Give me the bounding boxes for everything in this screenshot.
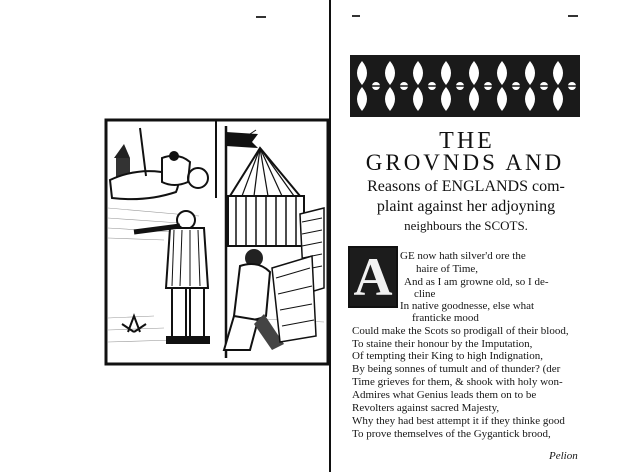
page-mark (256, 16, 266, 18)
title-grounds-and: GROVNDS AND (365, 150, 565, 175)
poem-line: Revolters against sacred Majesty, (352, 402, 500, 414)
poem-line: Time grieves for them, & shook with holy won- (352, 376, 563, 388)
poem-line: To staine their honour by the Imputation, (352, 338, 533, 350)
poem-line: And as I am growne old, so I de- (404, 276, 549, 288)
catchword: Pelion (549, 450, 578, 462)
poem-line: franticke mood (412, 312, 479, 324)
page-mark (352, 15, 360, 17)
poem-line: To prove themselves of the Gygantick brood, (352, 428, 551, 440)
drop-cap (348, 246, 398, 308)
drop-cap-letter: A (353, 247, 393, 307)
title-complaint: plaint against her adjoyning (376, 198, 556, 215)
poem-line: haire of Time, (416, 263, 479, 275)
page-mark (568, 15, 578, 17)
poem-line: Admires what Genius leads them on to be (352, 389, 537, 401)
woodcut-illustration (104, 118, 330, 368)
poem-line: Could make the Scots so prodigall of their blood, (352, 325, 569, 337)
poem-line: In native goodnesse, else what (400, 300, 535, 312)
poem-line: cline (414, 288, 436, 300)
poem-line: Of tempting their King to high Indignation, (352, 350, 543, 362)
decorative-ornament-band (350, 55, 580, 117)
poem-line: By being sonnes of tumult and of thunder? (der (352, 363, 561, 375)
title-neighbours: neighbours the SCOTS. (404, 218, 528, 233)
title-the: THE (439, 128, 495, 154)
poem-line: GE now hath silver'd ore the (400, 250, 526, 262)
title-reasons: Reasons of ENGLANDS com- (367, 178, 565, 195)
poem-line: Why they had best attempt it if they thinke good (352, 415, 565, 427)
